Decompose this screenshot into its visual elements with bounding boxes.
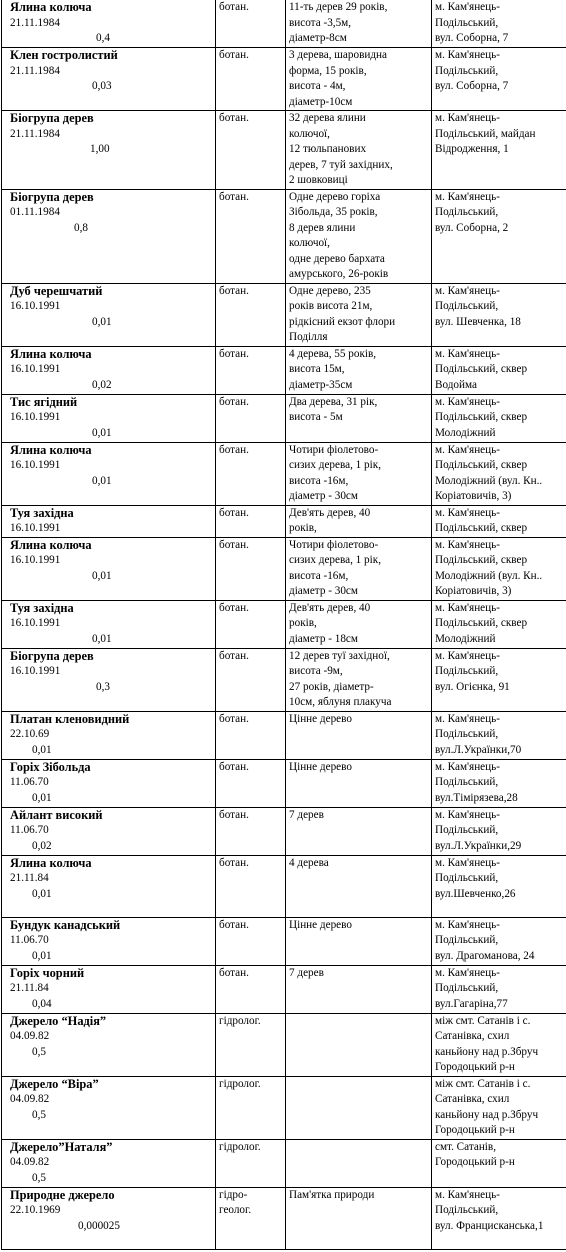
object-name: Природне джерело xyxy=(10,1187,115,1202)
object-area: 0,000025 xyxy=(78,1219,120,1232)
object-location: м. Кам'янець- Подільський, вул. Соборна, 7 xyxy=(432,0,566,48)
object-description: 7 дерев xyxy=(286,807,432,855)
table-row xyxy=(2,505,566,537)
object-description: 3 дерева, шаровидна форма, 15 років, висота - 4м, діаметр-10см xyxy=(286,48,432,111)
object-name: Дуб черешчатий xyxy=(10,283,103,298)
object-location: м. Кам'янець- Подільський, сквер Молодіжний (вул. Кн.. Коріатовичів, 3) xyxy=(432,537,566,600)
object-date: 16.10.1991 xyxy=(10,459,61,471)
object-name: Бундук канадський xyxy=(10,917,121,932)
object-description: 4 дерева xyxy=(286,855,432,917)
object-cell xyxy=(2,600,216,648)
table-row xyxy=(2,111,566,190)
object-cell xyxy=(2,1139,216,1187)
table-row xyxy=(2,1187,566,1249)
object-description: 32 дерева ялини колючої, 12 тюльпанових дерев, 7 туй західних, 2 шовковиці xyxy=(286,111,432,190)
object-area: 0,01 xyxy=(92,632,112,645)
table-row xyxy=(2,711,566,759)
table-row xyxy=(2,0,566,48)
table-row xyxy=(2,648,566,711)
object-cell xyxy=(2,442,216,505)
object-date: 04.09.82 xyxy=(10,1030,50,1042)
object-location: м. Кам'янець- Подільський, вул. Шевченка, 18 xyxy=(432,283,566,346)
object-name: Ялина колюча xyxy=(10,346,92,361)
object-type: ботан. xyxy=(216,759,286,807)
object-name: Горіх чорний xyxy=(10,965,85,980)
object-cell xyxy=(2,917,216,965)
table-row xyxy=(2,917,566,965)
object-cell xyxy=(2,1187,216,1249)
object-description: Дев'ять дерев, 40 років, діаметр - 18см xyxy=(286,600,432,648)
object-date: 22.10.69 xyxy=(10,728,50,740)
object-description: Дев'ять дерев, 40 років, xyxy=(286,505,432,537)
object-area: 0,03 xyxy=(92,80,112,92)
object-date: 16.10.1991 xyxy=(10,665,61,677)
object-cell xyxy=(2,394,216,442)
object-cell xyxy=(2,537,216,600)
object-description: Одне дерево, 235 років висота 21м, рідкісний екзот флори Поділля xyxy=(286,283,432,346)
object-type: ботан. xyxy=(216,917,286,965)
object-type: ботан. xyxy=(216,648,286,711)
table-row xyxy=(2,189,566,283)
object-description: Чотири фіолетово- сизих дерева, 1 рік, висота -16м, діаметр - 30см xyxy=(286,537,432,600)
table-row xyxy=(2,855,566,917)
object-date: 22.10.1969 xyxy=(10,1204,61,1216)
object-cell xyxy=(2,965,216,1013)
object-date: 16.10.1991 xyxy=(10,300,61,312)
object-date: 21.11.1984 xyxy=(10,16,60,29)
object-description xyxy=(286,1013,432,1076)
object-type: ботан. xyxy=(216,48,286,111)
object-cell xyxy=(2,505,216,537)
object-location: між смт. Сатанів і с. Сатанівка, схил каньйону над р.Збруч Городоцький р-н xyxy=(432,1076,566,1139)
object-date: 21.11.84 xyxy=(10,982,49,994)
object-location: м. Кам'янець- Подільський, вул. Драгоманова, 24 xyxy=(432,917,566,965)
object-name: Туя західна xyxy=(10,505,74,520)
object-cell xyxy=(2,0,216,48)
object-area: 0,02 xyxy=(32,839,52,852)
object-area: 0,3 xyxy=(96,680,110,693)
object-location: м. Кам'янець- Подільський, сквер Молодіжний xyxy=(432,600,566,648)
object-description: Цінне дерево xyxy=(286,917,432,965)
object-area: 0,01 xyxy=(92,315,112,328)
object-type: ботан. xyxy=(216,0,286,48)
object-description xyxy=(286,1076,432,1139)
object-description: Чотири фіолетово- сизих дерева, 1 рік, висота -16м, діаметр - 30см xyxy=(286,442,432,505)
object-type: ботан. xyxy=(216,394,286,442)
object-cell xyxy=(2,189,216,283)
object-location: м. Кам'янець- Подільський, сквер Молодіжний (вул. Кн.. Коріатовичів, 3) xyxy=(432,442,566,505)
table-row xyxy=(2,283,566,346)
object-area: 0,4 xyxy=(96,32,110,44)
object-name: Ялина колюча xyxy=(10,0,92,14)
object-date: 11.06.70 xyxy=(10,776,49,788)
object-name: Ялина колюча xyxy=(10,537,92,552)
object-cell xyxy=(2,759,216,807)
object-area: 0,01 xyxy=(92,569,112,582)
object-date: 16.10.1991 xyxy=(10,363,61,375)
object-description: Цінне дерево xyxy=(286,711,432,759)
table-row xyxy=(2,759,566,807)
object-cell xyxy=(2,346,216,394)
table-row xyxy=(2,965,566,1013)
object-description: Одне дерево горіха Зібольда, 35 років, 8 дерев ялини колючої, одне дерево бархата амурського, 26-років xyxy=(286,189,432,283)
object-name: Платан кленовидний xyxy=(10,711,130,726)
table-row xyxy=(2,346,566,394)
object-date: 16.10.1991 xyxy=(10,617,61,629)
object-cell xyxy=(2,48,216,111)
object-type: ботан. xyxy=(216,442,286,505)
object-name: Клен гостролистий xyxy=(10,48,118,62)
object-location: м. Кам'янець- Подільський, вул. Соборна, 7 xyxy=(432,48,566,111)
object-description: 4 дерева, 55 років, висота 15м, діаметр-35см xyxy=(286,346,432,394)
object-name: Тис ягідний xyxy=(10,394,78,409)
object-name: Джерело”Наталя” xyxy=(10,1139,113,1154)
table-row xyxy=(2,48,566,111)
object-area: 0,01 xyxy=(92,426,112,439)
object-area: 0,8 xyxy=(74,221,88,234)
object-location: м. Кам'янець- Подільський, майдан Відродження, 1 xyxy=(432,111,566,190)
object-location: м. Кам'янець- Подільський, сквер Водойма xyxy=(432,346,566,394)
object-type: ботан. xyxy=(216,111,286,190)
object-area: 0,01 xyxy=(32,743,52,756)
object-cell xyxy=(2,648,216,711)
object-name: Ялина колюча xyxy=(10,442,92,457)
table-row xyxy=(2,600,566,648)
object-date: 21.11.84 xyxy=(10,872,49,884)
object-name: Туя західна xyxy=(10,600,74,615)
object-location: м. Кам'янець- Подільський, вул.Л.Українки,70 xyxy=(432,711,566,759)
object-location: м. Кам'янець- Подільський, сквер Молодіжний xyxy=(432,394,566,442)
table-row xyxy=(2,1076,566,1139)
object-description: Два дерева, 31 рік, висота - 5м xyxy=(286,394,432,442)
object-location: м. Кам'янець- Подільський, вул.Шевченко,26 xyxy=(432,855,566,917)
table-row xyxy=(2,442,566,505)
object-type: гідролог. xyxy=(216,1076,286,1139)
object-date: 16.10.1991 xyxy=(10,522,61,534)
object-location: м. Кам'янець- Подільський, вул. Францисканська,1 xyxy=(432,1187,566,1249)
object-location: м. Кам'янець- Подільський, вул.Гагаріна,77 xyxy=(432,965,566,1013)
table-row xyxy=(2,807,566,855)
object-type: ботан. xyxy=(216,505,286,537)
object-description: 12 дерев туї західної, висота -9м, 27 років, діаметр- 10см, яблуня плакуча xyxy=(286,648,432,711)
object-area: 0,02 xyxy=(92,378,112,391)
object-date: 11.06.70 xyxy=(10,824,49,836)
object-description xyxy=(286,1139,432,1187)
object-date: 04.09.82 xyxy=(10,1093,50,1105)
object-area: 0,01 xyxy=(32,949,52,962)
object-location: м. Кам'янець- Подільський, вул.Тімірязева,28 xyxy=(432,759,566,807)
object-type: ботан. xyxy=(216,537,286,600)
object-description: Пам'ятка природи xyxy=(286,1187,432,1249)
object-area: 0,5 xyxy=(32,1108,46,1121)
object-area: 0,5 xyxy=(32,1171,46,1184)
object-description: 7 дерев xyxy=(286,965,432,1013)
object-cell xyxy=(2,1076,216,1139)
object-name: Біогрупа дерев xyxy=(10,189,94,204)
object-type: ботан. xyxy=(216,965,286,1013)
object-location: смт. Сатанів, Городоцький р-н xyxy=(432,1139,566,1187)
object-name: Ялина колюча xyxy=(10,855,92,870)
object-location: м. Кам'янець- Подільський, вул. Соборна, 2 xyxy=(432,189,566,283)
object-cell xyxy=(2,807,216,855)
object-type: гідролог. xyxy=(216,1013,286,1076)
object-name: Джерело “Надія” xyxy=(10,1013,107,1028)
object-type: ботан. xyxy=(216,600,286,648)
object-cell xyxy=(2,855,216,917)
nature-monuments-table xyxy=(1,0,566,1250)
object-date: 16.10.1991 xyxy=(10,411,61,423)
object-location: м. Кам'янець- Подільський, вул.Л.Українки,29 xyxy=(432,807,566,855)
object-type: ботан. xyxy=(216,711,286,759)
object-type: гідро- геолог. xyxy=(216,1187,286,1249)
object-area: 0,04 xyxy=(32,997,52,1010)
object-type: ботан. xyxy=(216,283,286,346)
object-cell xyxy=(2,711,216,759)
object-cell xyxy=(2,283,216,346)
object-area: 1,00 xyxy=(90,143,110,155)
object-type: гідролог. xyxy=(216,1139,286,1187)
object-name: Біогрупа дерев xyxy=(10,111,94,125)
object-date: 01.11.1984 xyxy=(10,206,60,218)
object-area: 0,01 xyxy=(92,474,112,487)
object-name: Біогрупа дерев xyxy=(10,648,94,663)
object-area: 0,01 xyxy=(32,887,52,900)
object-date: 11.06.70 xyxy=(10,934,49,946)
object-type: ботан. xyxy=(216,189,286,283)
object-type: ботан. xyxy=(216,855,286,917)
object-date: 21.11.1984 xyxy=(10,127,60,140)
table-row xyxy=(2,1013,566,1076)
object-date: 16.10.1991 xyxy=(10,554,61,566)
object-area: 0,01 xyxy=(32,791,52,804)
object-cell xyxy=(2,1013,216,1076)
table-row xyxy=(2,1139,566,1187)
table-row xyxy=(2,537,566,600)
object-name: Айлант високий xyxy=(10,807,103,822)
object-type: ботан. xyxy=(216,346,286,394)
object-cell xyxy=(2,111,216,190)
object-description: Цінне дерево xyxy=(286,759,432,807)
object-area: 0,5 xyxy=(32,1045,46,1058)
object-location: м. Кам'янець- Подільський, сквер xyxy=(432,505,566,537)
object-location: між смт. Сатанів і с. Сатанівка, схил каньйону над р.Збруч Городоцький р-н xyxy=(432,1013,566,1076)
object-date: 04.09.82 xyxy=(10,1156,50,1168)
object-description: 11-ть дерев 29 років, висота -3,5м, діаметр-8см xyxy=(286,0,432,48)
object-name: Джерело “Віра” xyxy=(10,1076,99,1091)
object-date: 21.11.1984 xyxy=(10,64,60,77)
object-name: Горіх Зібольда xyxy=(10,759,91,774)
object-type: ботан. xyxy=(216,807,286,855)
object-location: м. Кам'янець- Подільський, вул. Огієнка, 91 xyxy=(432,648,566,711)
table-row xyxy=(2,394,566,442)
